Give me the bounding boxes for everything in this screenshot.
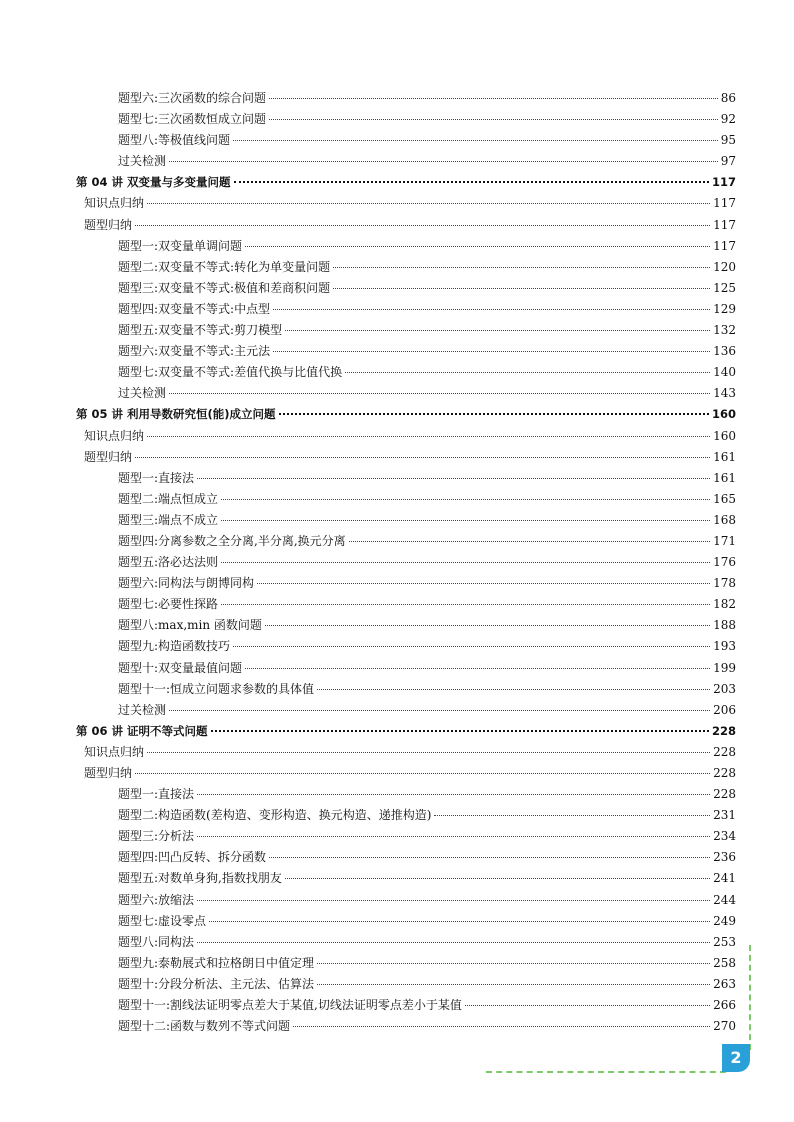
toc-entry-label: 题型三:分析法 [118,829,195,844]
toc-subsection-entry[interactable] [76,868,736,889]
toc-subsection-entry[interactable] [76,257,736,278]
toc-entry-label: 题型十二:函数与数列不等式问题 [118,1019,291,1034]
dot-leader [221,498,710,500]
toc-subsection-entry[interactable] [76,489,736,510]
toc-entry-page: 117 [713,238,736,253]
toc-subsection-entry[interactable] [76,847,736,868]
dot-leader [209,920,710,922]
toc-section-entry[interactable] [76,426,736,447]
toc-entry-label: 题型四:凹凸反转、拆分函数 [118,850,267,865]
toc-subsection-entry[interactable] [76,784,736,805]
dot-leader [147,435,710,437]
toc-entry-label: 第 04 讲 双变量与多变量问题 [76,175,231,190]
toc-subsection-entry[interactable] [76,890,736,911]
toc-entry-label: 题型四:分离参数之全分离,半分离,换元分离 [118,533,346,548]
toc-entry-label: 题型十:双变量最值问题 [118,660,243,675]
dot-leader [211,729,709,732]
toc-entry-label: 知识点归纳 [84,196,145,211]
dot-leader [197,477,710,479]
toc-entry-label: 题型五:双变量不等式:剪刀模型 [118,323,283,338]
dot-leader [257,582,710,584]
dot-leader [333,266,710,268]
toc-subsection-entry[interactable] [76,1016,736,1037]
dot-leader [317,983,710,985]
toc-entry-label: 题型七:虚设零点 [118,913,207,928]
dot-leader [345,371,710,373]
toc-subsection-entry[interactable] [76,510,736,531]
dot-leader [269,118,718,120]
toc-subsection-entry[interactable] [76,552,736,573]
dot-leader [169,160,718,162]
toc-entry-page: 143 [713,386,736,401]
dot-leader [349,540,710,542]
toc-entry-page: 117 [711,175,736,190]
toc-entry-page: 249 [713,913,736,928]
dot-leader [269,856,710,858]
toc-entry-label: 题型一:双变量单调问题 [118,238,243,253]
toc-subsection-entry[interactable] [76,573,736,594]
toc-entry-page: 263 [713,976,736,991]
toc-entry-page: 176 [713,555,736,570]
toc-subsection-entry[interactable] [76,130,736,151]
toc-entry-page: 236 [713,850,736,865]
toc-entry-page: 125 [713,280,736,295]
toc-entry-page: 117 [713,196,736,211]
toc-entry-page: 95 [720,133,736,148]
toc-subsection-entry[interactable] [76,236,736,257]
toc-entry-page: 188 [713,618,736,633]
toc-section-entry[interactable] [76,193,736,214]
toc-entry-label: 题型归纳 [84,766,133,780]
toc-entry-label: 题型六:双变量不等式:主元法 [118,344,271,359]
toc-entry-page: 160 [713,428,736,443]
toc-entry-page: 199 [713,660,736,675]
dot-leader [317,688,710,690]
toc-entry-label: 题型一:直接法 [118,787,195,802]
dot-leader [147,202,710,204]
toc-entry-page: 160 [711,407,736,422]
dot-leader [317,962,710,964]
toc-subsection-entry[interactable] [76,594,736,615]
toc-entry-label: 题型八:同构法 [118,934,195,949]
toc-entry-page: 171 [713,533,736,548]
toc-entry-page: 228 [713,787,736,802]
toc-entry-page: 132 [713,323,736,338]
toc-entry-label: 题型一:直接法 [118,470,195,485]
toc-entry-label: 题型归纳 [84,449,133,464]
toc-entry-label: 题型七:双变量不等式:差值代换与比值代换 [118,365,343,380]
toc-entry-page: 203 [713,681,736,696]
toc-entry-page: 86 [720,91,736,105]
dot-leader [285,329,710,331]
toc-entry-page: 165 [713,491,736,506]
toc-entry-label: 题型五:洛必达法则 [118,555,219,570]
toc-subsection-entry[interactable] [76,531,736,552]
dot-leader [197,793,710,795]
dot-leader [135,456,710,458]
toc-chapter-entry[interactable] [76,172,736,193]
toc-entry-page: 136 [713,344,736,359]
toc-subsection-entry[interactable] [76,383,736,404]
toc-entry-label: 题型七:必要性探路 [118,597,219,612]
dot-leader [279,412,709,415]
toc-subsection-entry[interactable] [76,615,736,636]
toc-entry-label: 题型四:双变量不等式:中点型 [118,301,271,316]
toc-entry-label: 题型九:泰勒展式和拉格朗日中值定理 [118,955,315,970]
dot-leader [285,877,710,879]
toc-entry-page: 182 [713,597,736,612]
toc-entry-label: 题型归纳 [84,217,133,232]
dot-leader [233,645,710,647]
dot-leader [197,835,710,837]
toc-subsection-entry[interactable] [76,468,736,489]
dot-leader [273,308,710,310]
dot-leader [197,899,710,901]
decorative-dashed-line-horizontal [486,1071,726,1073]
toc-entry-label: 题型三:端点不成立 [118,512,219,527]
toc-entry-page: 228 [711,723,736,738]
toc-entry-label: 题型六:放缩法 [118,892,195,907]
toc-subsection-entry[interactable] [76,341,736,362]
toc-entry-label: 题型八:等极值线问题 [118,133,231,148]
toc-entry-page: 161 [713,449,736,464]
dot-leader [269,97,718,99]
dot-leader [221,603,710,605]
toc-entry-page: 92 [720,112,736,127]
toc-entry-page: 228 [713,744,736,759]
dot-leader [273,350,710,352]
toc-subsection-entry[interactable] [76,974,736,995]
dot-leader [169,709,710,711]
dot-leader [465,1004,710,1006]
toc-subsection-entry[interactable] [76,109,736,130]
toc-entry-label: 题型五:对数单身狗,指数找朋友 [118,871,282,886]
toc-entry-page: 117 [713,217,736,232]
toc-entry-label: 第 06 讲 证明不等式问题 [76,723,208,738]
toc-entry-page: 193 [713,639,736,654]
toc-entry-page: 120 [713,259,736,274]
dot-leader [234,180,709,183]
toc-entry-page: 161 [713,470,736,485]
dot-leader [233,139,718,141]
toc-entry-label: 知识点归纳 [84,744,145,759]
toc-subsection-entry[interactable] [76,636,736,657]
toc-section-entry[interactable] [76,215,736,236]
toc-entry-label: 过关检测 [118,386,167,401]
toc-entry-page: 241 [713,871,736,886]
dot-leader [293,1025,710,1027]
toc-entry-label: 题型七:三次函数恒成立问题 [118,112,267,127]
page-number-badge: 2 [722,1044,750,1072]
dot-leader [197,941,710,943]
toc-entry-label: 题型二:端点恒成立 [118,491,219,506]
toc-entry-label: 知识点归纳 [84,428,145,443]
dot-leader [245,245,710,247]
toc-subsection-entry[interactable] [76,299,736,320]
dot-leader [221,561,710,563]
dot-leader [169,392,710,394]
toc-subsection-entry[interactable] [76,805,736,826]
toc-entry-label: 题型十一:割线法证明零点差大于某值,切线法证明零点差小于某值 [118,998,462,1013]
toc-entry-page: 206 [713,702,736,717]
dot-leader [135,224,710,226]
toc-section-entry[interactable] [76,763,736,784]
toc-entry-page: 140 [713,365,736,380]
toc-section-entry[interactable] [76,742,736,763]
toc-entry-label: 题型六:三次函数的综合问题 [118,91,267,105]
dot-leader [221,519,710,521]
toc-entry-label: 题型二:双变量不等式:转化为单变量问题 [118,259,331,274]
toc-chapter-entry[interactable] [76,721,736,742]
toc-entry-label: 题型六:同构法与朗博同构 [118,576,255,591]
toc-subsection-entry[interactable] [76,88,736,109]
toc-entry-label: 题型九:构造函数技巧 [118,639,231,654]
toc-subsection-entry[interactable] [76,278,736,299]
dot-leader [434,814,710,816]
dot-leader [135,772,710,774]
toc-section-entry[interactable] [76,447,736,468]
toc-subsection-entry[interactable] [76,320,736,341]
toc-entry-page: 234 [713,829,736,844]
toc-subsection-entry[interactable] [76,995,736,1016]
toc-chapter-entry[interactable] [76,404,736,425]
table-of-contents [76,88,736,1037]
dot-leader [333,287,710,289]
toc-entry-page: 258 [713,955,736,970]
toc-entry-page: 270 [713,1019,736,1034]
toc-subsection-entry[interactable] [76,658,736,679]
dot-leader [147,751,710,753]
toc-entry-page: 244 [713,892,736,907]
toc-subsection-entry[interactable] [76,911,736,932]
toc-entry-page: 266 [713,998,736,1013]
toc-subsection-entry[interactable] [76,362,736,383]
toc-entry-page: 129 [713,301,736,316]
toc-entry-label: 过关检测 [118,702,167,717]
toc-entry-label: 过关检测 [118,154,167,169]
toc-subsection-entry[interactable] [76,679,736,700]
toc-entry-label: 题型二:构造函数(差构造、变形构造、换元构造、递推构造) [118,808,432,823]
decorative-dashed-line-vertical [749,945,751,1050]
toc-entry-page: 97 [720,154,736,169]
toc-subsection-entry[interactable] [76,953,736,974]
toc-entry-page: 168 [713,512,736,527]
toc-entry-label: 第 05 讲 利用导数研究恒(能)成立问题 [76,407,276,422]
toc-subsection-entry[interactable] [76,700,736,721]
toc-entry-label: 题型三:双变量不等式:极值和差商积问题 [118,280,331,295]
dot-leader [265,624,710,626]
toc-entry-page: 231 [713,808,736,823]
toc-subsection-entry[interactable] [76,826,736,847]
toc-entry-label: 题型十:分段分析法、主元法、估算法 [118,976,315,991]
toc-entry-page: 228 [713,766,736,780]
toc-entry-label: 题型十一:恒成立问题求参数的具体值 [118,681,315,696]
toc-entry-page: 178 [713,576,736,591]
toc-entry-page: 253 [713,934,736,949]
toc-subsection-entry[interactable] [76,932,736,953]
toc-subsection-entry[interactable] [76,151,736,172]
toc-entry-label: 题型八:max,min 函数问题 [118,618,262,633]
dot-leader [245,667,710,669]
